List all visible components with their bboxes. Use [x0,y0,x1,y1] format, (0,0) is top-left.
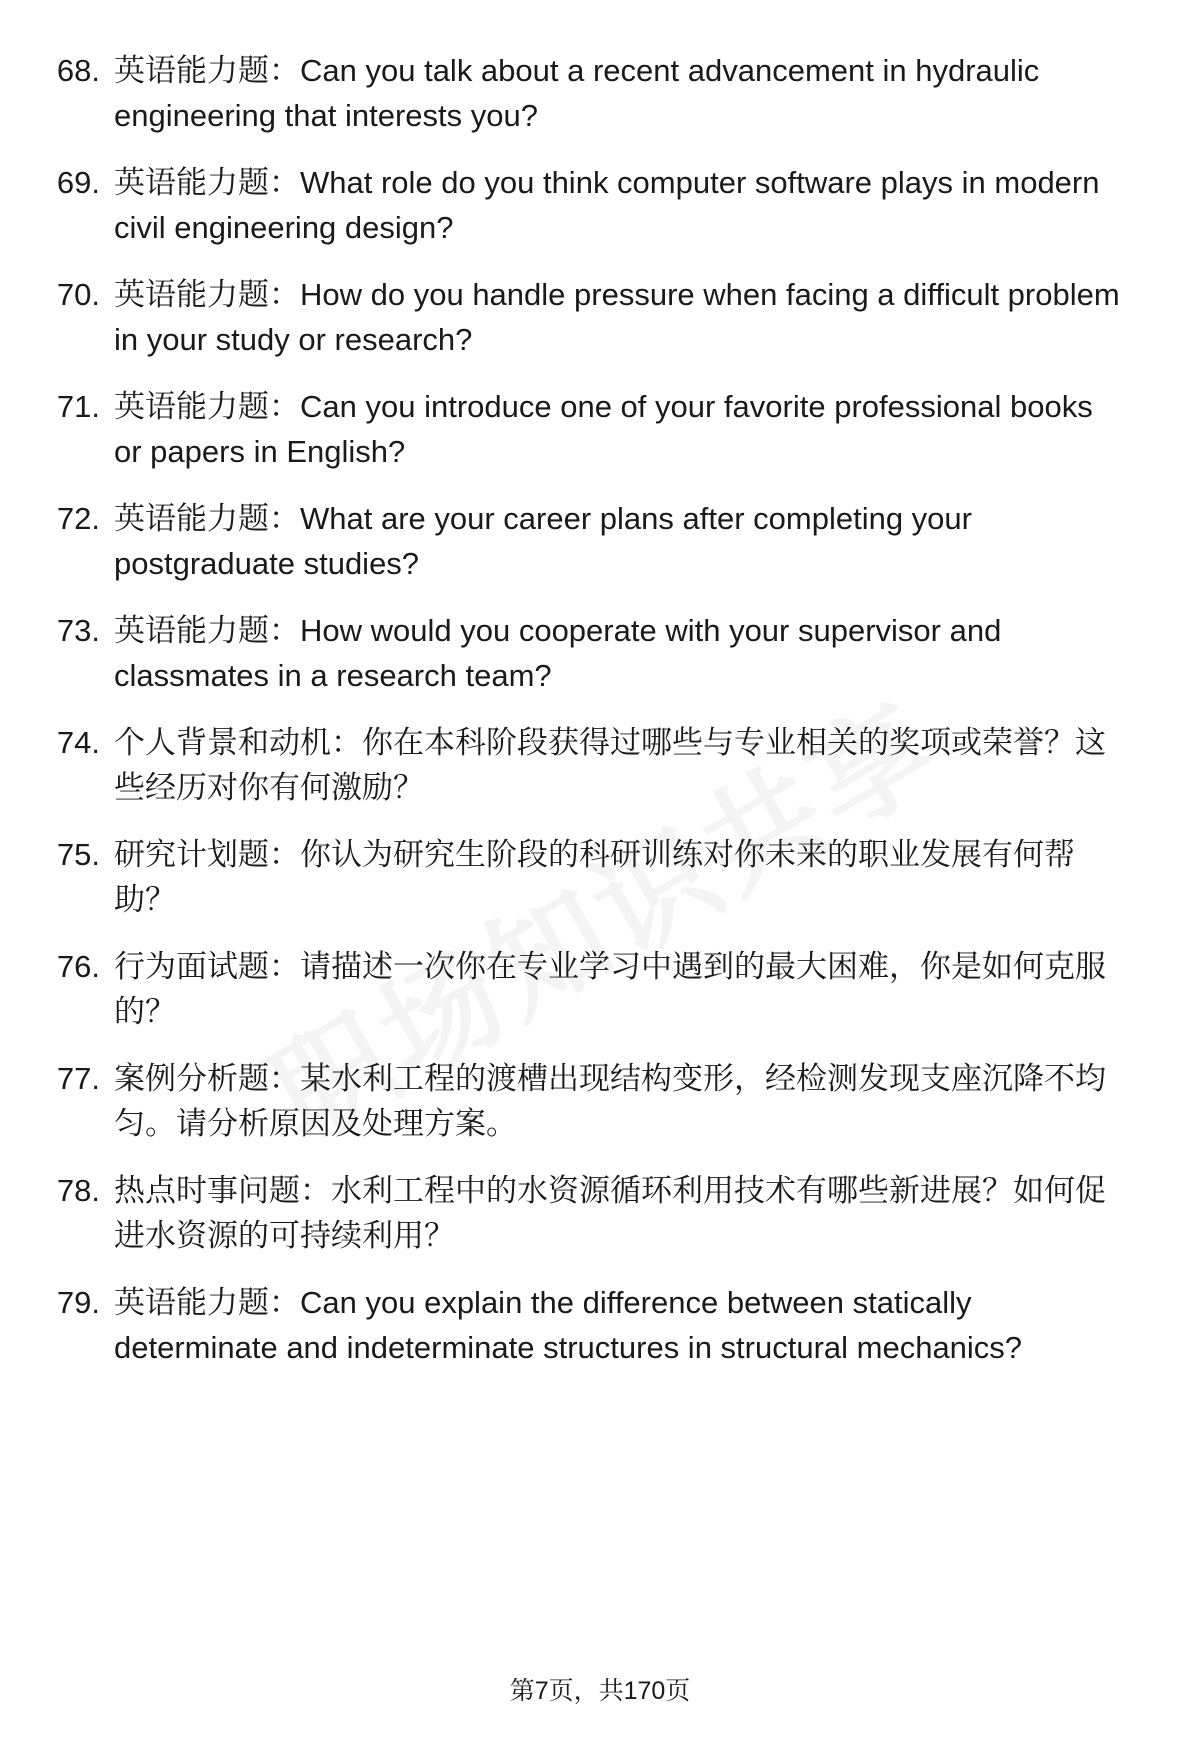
list-item [52,1168,1120,1258]
question-number: 73. [56,613,100,648]
question-text: 英语能力题：Can you introduce one of your favorite professional books or papers in English? [114,389,1093,469]
page-footer: 第7页，共170页 [509,1677,691,1705]
question-list [52,48,1120,1370]
question-text: 行为面试题：请描述一次你在专业学习中遇到的最大困难，你是如何克服的？ [114,949,1106,1029]
list-item [52,944,1120,1034]
question-number: 78. [56,1173,100,1208]
question-text: 个人背景和动机：你在本科阶段获得过哪些与专业相关的奖项或荣誉？这些经历对你有何激励？ [114,725,1106,805]
list-item [52,48,1120,138]
list-item [52,272,1120,362]
list-item [52,720,1120,810]
question-text: 案例分析题：某水利工程的渡槽出现结构变形，经检测发现支座沉降不均匀。请分析原因及处理方案。 [114,1061,1106,1141]
question-number: 76. [56,949,100,984]
question-number: 77. [56,1061,100,1096]
question-number: 69. [56,165,100,200]
list-item [52,608,1120,698]
question-number: 75. [56,837,100,872]
question-text: 英语能力题：What are your career plans after completing your postgraduate studies? [114,501,972,581]
list-item [52,160,1120,250]
list-item [52,832,1120,922]
list-item [52,384,1120,474]
question-number: 70. [56,277,100,312]
list-item [52,1280,1120,1370]
question-number: 71. [56,389,100,424]
list-item [52,1056,1120,1146]
list-item [52,496,1120,586]
question-number: 72. [56,501,100,536]
question-text: 英语能力题：How would you cooperate with your supervisor and classmates in a research team? [114,613,1002,693]
question-number: 74. [56,725,100,760]
question-number: 68. [56,53,100,88]
question-number: 79. [56,1285,100,1320]
question-text: 热点时事问题：水利工程中的水资源循环利用技术有哪些新进展？如何促进水资源的可持续利用？ [114,1173,1106,1253]
question-text: 研究计划题：你认为研究生阶段的科研训练对你未来的职业发展有何帮助？ [114,837,1075,917]
question-text: 英语能力题：How do you handle pressure when facing a difficult problem in your study or research? [114,277,1120,357]
question-text: 英语能力题：Can you talk about a recent advancement in hydraulic engineering that interests you? [114,53,1040,133]
question-text: 英语能力题：Can you explain the difference between statically determinate and indeterminate structures in structural mechanics? [114,1285,1023,1365]
question-text: 英语能力题：What role do you think computer software plays in modern civil engineering design? [114,165,1100,245]
